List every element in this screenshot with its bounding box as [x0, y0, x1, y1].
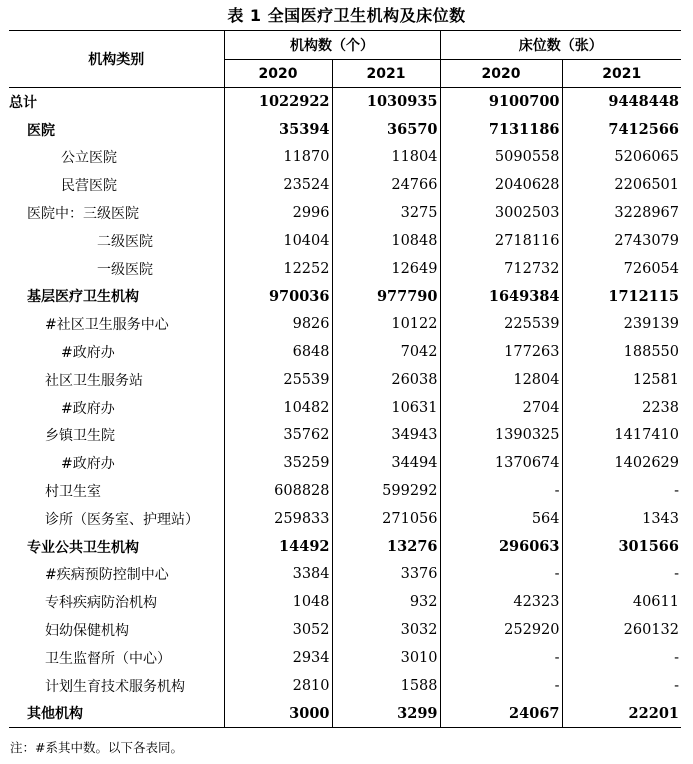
table-row [9, 477, 681, 505]
table-row [9, 144, 681, 172]
row-value: 7412566 [562, 116, 681, 144]
row-value: 22201 [562, 700, 681, 728]
row-value: 1022922 [224, 88, 332, 116]
table-row [9, 505, 681, 533]
header-category: 机构类别 [9, 31, 224, 88]
header-beds: 床位数（张） [440, 31, 681, 60]
row-value: 12804 [440, 366, 562, 394]
row-value: - [440, 644, 562, 672]
row-value: 35762 [224, 422, 332, 450]
row-value: 239139 [562, 310, 681, 338]
row-value: 10848 [332, 227, 440, 255]
row-value: 13276 [332, 533, 440, 561]
row-label: 其他机构 [9, 700, 224, 728]
row-value: 2934 [224, 644, 332, 672]
row-value: 970036 [224, 283, 332, 311]
row-value: 3384 [224, 561, 332, 589]
table-row [9, 283, 681, 311]
table-row [9, 700, 681, 728]
row-value: 10631 [332, 394, 440, 422]
row-value: 260132 [562, 616, 681, 644]
row-value: 2206501 [562, 171, 681, 199]
row-value: 1370674 [440, 449, 562, 477]
row-value: 726054 [562, 255, 681, 283]
row-value: 2996 [224, 199, 332, 227]
row-value: 1588 [332, 672, 440, 700]
row-value: 296063 [440, 533, 562, 561]
row-value: 25539 [224, 366, 332, 394]
table-row [9, 644, 681, 672]
header-year: 2020 [440, 60, 562, 88]
row-value: 3228967 [562, 199, 681, 227]
row-value: 12649 [332, 255, 440, 283]
header-institutions: 机构数（个） [224, 31, 440, 60]
row-label: 乡镇卫生院 [45, 428, 115, 445]
table-row [9, 616, 681, 644]
row-value: 10404 [224, 227, 332, 255]
table-row [9, 227, 681, 255]
row-label: 卫生监督所（中心） [45, 650, 171, 667]
row-label: 民营医院 [61, 178, 117, 195]
row-value: 3032 [332, 616, 440, 644]
row-value: 225539 [440, 310, 562, 338]
row-value: 42323 [440, 588, 562, 616]
row-value: 9100700 [440, 88, 562, 116]
row-value: 1343 [562, 505, 681, 533]
row-value: 24766 [332, 171, 440, 199]
row-label: 村卫生室 [45, 484, 101, 501]
institutions-beds-table [9, 30, 681, 728]
row-value: 2238 [562, 394, 681, 422]
row-value: 7131186 [440, 116, 562, 144]
row-value: 7042 [332, 338, 440, 366]
table-row [9, 366, 681, 394]
row-value: 12252 [224, 255, 332, 283]
header-year: 2021 [562, 60, 681, 88]
row-label: #政府办 [61, 456, 115, 473]
header-year: 2020 [224, 60, 332, 88]
row-value: 5090558 [440, 144, 562, 172]
row-label: #疾病预防控制中心 [45, 567, 169, 584]
row-value: - [562, 672, 681, 700]
row-value: - [440, 672, 562, 700]
row-value: 10482 [224, 394, 332, 422]
table-row [9, 449, 681, 477]
table-row [9, 394, 681, 422]
row-value: 188550 [562, 338, 681, 366]
table-row [9, 588, 681, 616]
row-value: 3376 [332, 561, 440, 589]
row-value: 271056 [332, 505, 440, 533]
row-label: 诊所（医务室、护理站） [45, 511, 199, 528]
row-value: 608828 [224, 477, 332, 505]
table-row [9, 338, 681, 366]
row-label: 社区卫生服务站 [45, 372, 143, 389]
row-value: 6848 [224, 338, 332, 366]
row-value: 3000 [224, 700, 332, 728]
table-row [9, 116, 681, 144]
row-value: - [440, 561, 562, 589]
row-label: 一级医院 [97, 261, 153, 278]
table-row [9, 199, 681, 227]
row-value: 11804 [332, 144, 440, 172]
row-value: 3002503 [440, 199, 562, 227]
row-value: 1417410 [562, 422, 681, 450]
row-value: 1649384 [440, 283, 562, 311]
row-value: 23524 [224, 171, 332, 199]
row-value: 3299 [332, 700, 440, 728]
row-value: 9826 [224, 310, 332, 338]
row-label: 公立医院 [61, 150, 117, 167]
table-row [9, 561, 681, 589]
row-value: 5206065 [562, 144, 681, 172]
row-value: 26038 [332, 366, 440, 394]
row-label: 二级医院 [97, 233, 153, 250]
row-value: 40611 [562, 588, 681, 616]
row-value: 2704 [440, 394, 562, 422]
row-value: 177263 [440, 338, 562, 366]
row-value: 2810 [224, 672, 332, 700]
row-label: 医院中：三级医院 [27, 206, 139, 223]
row-value: 2718116 [440, 227, 562, 255]
table-title: 表 1 全国医疗卫生机构及床位数 [227, 6, 466, 25]
row-value: 35394 [224, 116, 332, 144]
row-label: 专业公共卫生机构 [27, 539, 139, 556]
row-value: 12581 [562, 366, 681, 394]
row-value: - [440, 477, 562, 505]
row-value: 24067 [440, 700, 562, 728]
table-row [9, 422, 681, 450]
row-value: 977790 [332, 283, 440, 311]
row-label: #社区卫生服务中心 [45, 317, 169, 334]
row-value: 1390325 [440, 422, 562, 450]
table-row [9, 310, 681, 338]
row-value: 1712115 [562, 283, 681, 311]
row-value: 1402629 [562, 449, 681, 477]
table-row [9, 255, 681, 283]
row-value: 2040628 [440, 171, 562, 199]
row-label: 医院 [27, 122, 55, 139]
row-value: 599292 [332, 477, 440, 505]
row-value: 1048 [224, 588, 332, 616]
table-row [9, 88, 681, 116]
row-value: 35259 [224, 449, 332, 477]
row-value: 712732 [440, 255, 562, 283]
table-row [9, 533, 681, 561]
row-label: 计划生育技术服务机构 [45, 678, 185, 695]
row-label: #政府办 [61, 345, 115, 362]
row-label: 基层医疗卫生机构 [27, 289, 139, 306]
row-value: - [562, 477, 681, 505]
header-year: 2021 [332, 60, 440, 88]
row-value: 3052 [224, 616, 332, 644]
row-value: 252920 [440, 616, 562, 644]
table-row [9, 672, 681, 700]
row-value: 14492 [224, 533, 332, 561]
row-value: 3275 [332, 199, 440, 227]
data-table-container [9, 30, 681, 728]
row-value: 9448448 [562, 88, 681, 116]
row-value: 34943 [332, 422, 440, 450]
row-value: 932 [332, 588, 440, 616]
row-label: 总计 [9, 94, 37, 111]
row-value: 564 [440, 505, 562, 533]
row-value: 10122 [332, 310, 440, 338]
row-value: 34494 [332, 449, 440, 477]
row-value: 11870 [224, 144, 332, 172]
row-value: - [562, 644, 681, 672]
row-value: - [562, 561, 681, 589]
row-label: #政府办 [61, 400, 115, 417]
row-value: 2743079 [562, 227, 681, 255]
table-row [9, 171, 681, 199]
row-label: 妇幼保健机构 [45, 623, 129, 640]
row-value: 1030935 [332, 88, 440, 116]
table-body [9, 88, 681, 728]
row-value: 301566 [562, 533, 681, 561]
row-value: 3010 [332, 644, 440, 672]
row-value: 259833 [224, 505, 332, 533]
footnote: 注：#系其中数。以下各表同。 [10, 740, 183, 755]
row-label: 专科疾病防治机构 [45, 595, 157, 612]
row-value: 36570 [332, 116, 440, 144]
